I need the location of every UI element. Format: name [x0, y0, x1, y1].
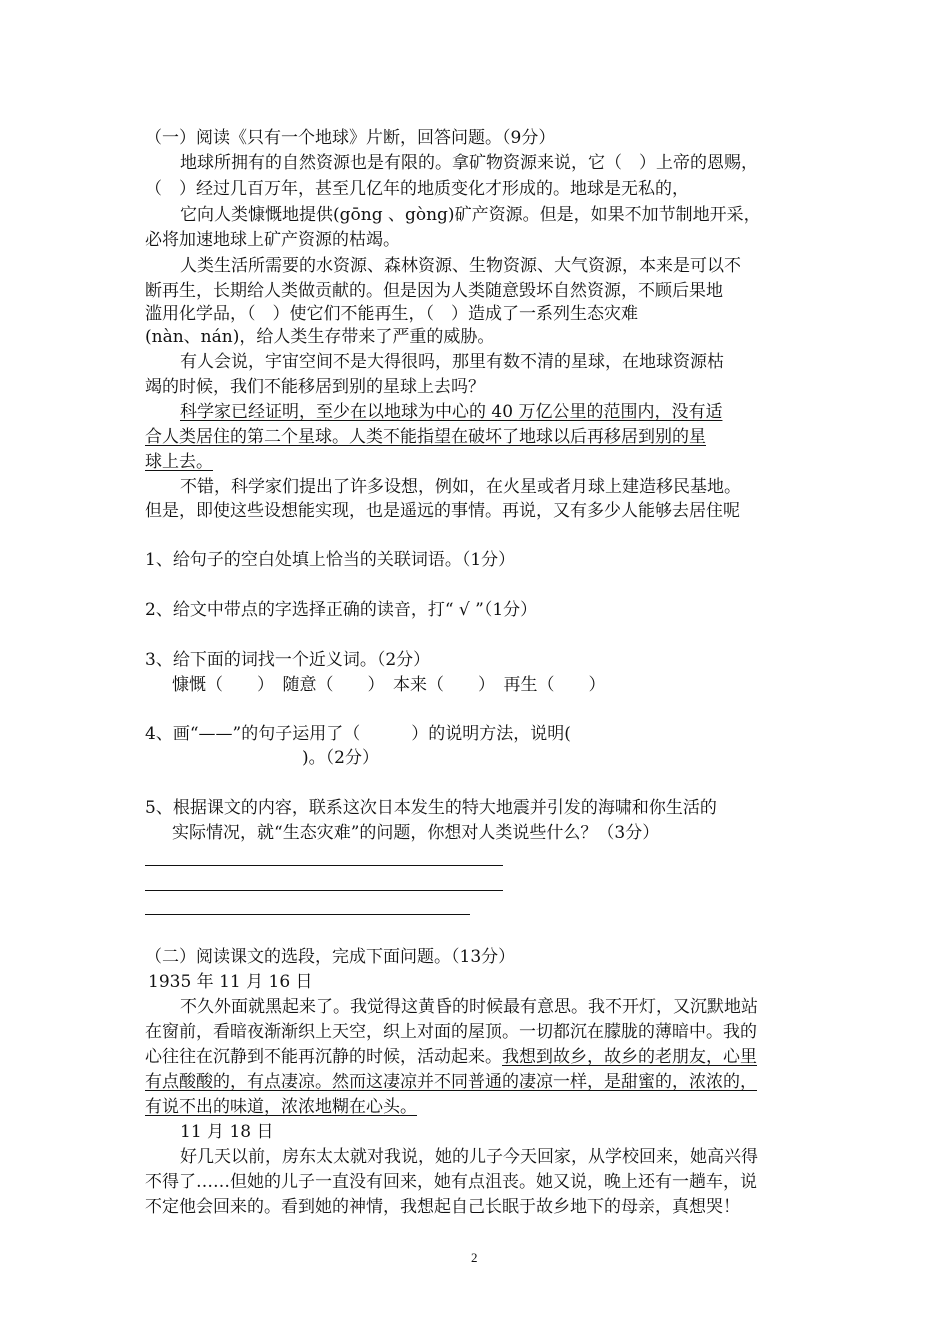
diary-date: 1935 年 11 月 16 日 [148, 972, 313, 992]
passage1-line: 竭的时候，我们不能移居到别的星球上去吗？ [145, 377, 485, 397]
underlined-sentence: 我想到故乡，故乡的老朋友，心里 [502, 1047, 757, 1067]
underlined-sentence: 科学家已经证明，至少在以地球为中心的 40 万亿公里的范围内，没有适 [180, 402, 723, 422]
question-1: 1、给句子的空白处填上恰当的关联词语。（1分） [145, 550, 516, 570]
passage1-line: 必将加速地球上矿产资源的枯竭。 [145, 230, 400, 250]
passage1-line: 有人会说，宇宙空间不是大得很吗，那里有数不清的星球，在地球资源枯 [180, 352, 724, 372]
answer-line[interactable] [145, 890, 503, 891]
question-5: 5、根据课文的内容，联系这次日本发生的特大地震并引发的海啸和你生活的 [145, 798, 717, 818]
answer-line[interactable] [145, 914, 470, 915]
passage3-line: 不定他会回来的。看到她的神情，我想起自己长眠于故乡地下的母亲，真想哭！ [145, 1197, 740, 1217]
question-5-line2: 实际情况，就“生态灾难”的问题，你想对人类说些什么？（3分） [172, 823, 660, 843]
passage3-line: 好几天以前，房东太太就对我说，她的儿子今天回家，从学校回来，她高兴得 [180, 1147, 758, 1167]
passage2-line: 在窗前，看暗夜渐渐织上天空，织上对面的屋顶。一切都沉在朦胧的薄暗中。我的 [145, 1022, 757, 1042]
passage1-line: （ ）经过几百万年，甚至几亿年的地质变化才形成的。地球是无私的， [145, 179, 689, 199]
passage1-line: 断再生，长期给人类做贡献的。但是因为人类随意毁坏自然资源，不顾后果地 [145, 281, 723, 301]
passage1-line: 人类生活所需要的水资源、森林资源、生物资源、大气资源，本来是可以不 [180, 256, 741, 276]
question-4-end: )。（2分） [302, 748, 379, 768]
diary-date: 11 月 18 日 [180, 1122, 274, 1142]
underlined-sentence: 有说不出的味道，浓浓地糊在心头。 [145, 1097, 417, 1117]
passage1-line: 不错，科学家们提出了许多设想，例如，在火星或者月球上建造移民基地。 [180, 477, 741, 497]
passage1-line: 它向人类慷慨地提供(gōng 、gòng)矿产资源。但是，如果不加节制地开采， [180, 205, 761, 225]
passage1-line: (nàn、nán)，给人类生存带来了严重的威胁。 [145, 327, 495, 347]
passage1-line: 但是，即使这些设想能实现，也是遥远的事情。再说，又有多少人能够去居住呢 [145, 501, 740, 521]
underlined-sentence: 合人类居住的第二个星球。人类不能指望在破坏了地球以后再移居到别的星 [145, 427, 706, 447]
question-3: 3、给下面的词找一个近义词。（2分） [145, 650, 431, 670]
passage1-line: 滥用化学品，（ ）使它们不能再生，（ ）造成了一系列生态灾难 [145, 304, 638, 324]
passage1-line: 地球所拥有的自然资源也是有限的。拿矿物资源来说，它（ ）上帝的恩赐， [180, 153, 758, 173]
answer-line[interactable] [145, 865, 503, 866]
question-2: 2、给文中带点的字选择正确的读音，打“ √ ”（1分） [145, 600, 538, 620]
question-4: 4、画“——”的句子运用了（ ）的说明方法，说明( [145, 724, 571, 744]
passage2-line: 不久外面就黑起来了。我觉得这黄昏的时候最有意思。我不开灯，又沉默地站 [180, 997, 758, 1017]
passage3-line: 不得了……但她的儿子一直没有回来，她有点沮丧。她又说，晚上还有一趟车，说 [145, 1172, 757, 1192]
underlined-sentence: 球上去。 [145, 452, 213, 472]
underlined-sentence: 有点酸酸的，有点凄凉。然而这凄凉并不同普通的凄凉一样，是甜蜜的，浓浓的， [145, 1072, 757, 1092]
page-number: 2 [471, 1250, 478, 1265]
section1-title: （一）阅读《只有一个地球》片断，回答问题。（9分） [145, 128, 556, 148]
section2-title: （二）阅读课文的选段，完成下面问题。（13分） [145, 947, 516, 967]
question-3-words: 慷慨（ ） 随意（ ） 本来（ ） 再生（ ） [172, 675, 606, 695]
passage2-line: 心往往在沉静到不能再沉静的时候，活动起来。我想到故乡，故乡的老朋友，心里 [145, 1047, 757, 1067]
